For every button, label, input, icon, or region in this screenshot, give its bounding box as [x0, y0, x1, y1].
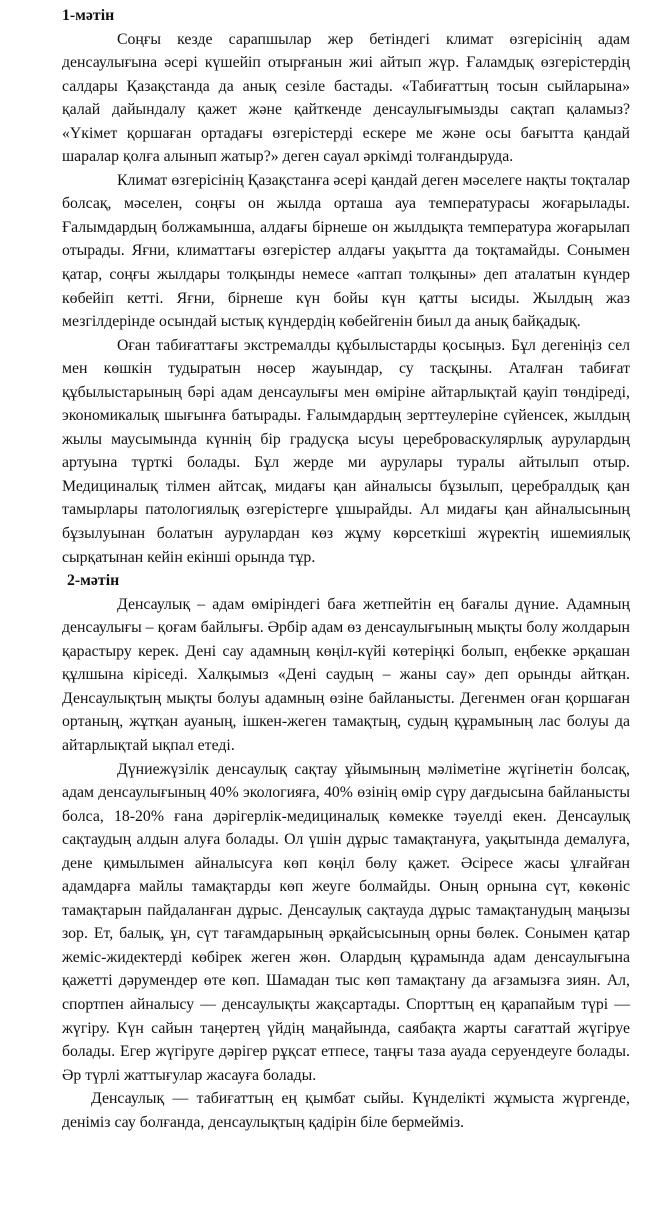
text-2-paragraph-2: Дүниежүзілік денсаулық сақтау ұйымының мәліметіне жүгінетін болсақ, адам денсаулығының 40% экологияға, 40% өзінің өмір сүру дағдысына байланысты болса, 18-20% ғана дәрігерлік-медициналық көмекке тәуелді екен. Денсаулық сақтаудың алдын алуға болады. Ол үшін дұрыс тамақтануға, уақытында демалуға, дене қимылымен айналысуға көп көңіл бөлу қажет. Әсіресе жасы ұлғайған адамдарға майлы тамақтарды көп жеуге болмайды. Оның орнына сүт, көкөніс тамақтарын пайдаланған дұрыс. Денсаулық сақтауда дұрыс тамақтанудың маңызы зор. Ет, балық, ұн, сүт тағамдарының әрқайсысының орны бөлек. Сонымен қатар жеміс-жидектерді көбірек жеген жөн. Олардың құрамында адам денсаулығына қажетті дәрумендер өте көп. Шамадан тыс көп тамақтану да ағзамызға зиян. Ал, спортпен айналысу — денсаулықты жақсартады. Спорттың ең қарапайым түрі — жүгіру. Күн сайын таңертең үйдің маңайында, саябақта жарты сағаттай жүгіруе болады. Егер жүгіруге дәрігер рұқсат етпесе, таңғы таза ауада серуендеуге болады. Әр түрлі жаттығулар жасауға болады.	[62, 760, 630, 1084]
text-1-paragraph-1: Соңғы кезде сарапшылар жер бетіндегі климат өзгерісінің адам денсаулығына әсері күшейіп отырғанын жиі айтып жүр. Ғаламдық өзгерістердің салдары Қазақстанда да анық сезіле бастады. «Табиғаттың тосын сыйларына» қалай дайындалу қажет және қайткенде денсаулығымызды сақтап қаламыз? «Үкімет қоршаған ортадағы өзгерістерді ескере ме және осы бағытта қандай шаралар қолға алынып жатыр?» деген сауал әркімді толғандыруда.	[62, 30, 630, 166]
text-1-heading: 1-мәтін	[62, 7, 115, 24]
text-1-paragraph-2: Климат өзгерісінің Қазақстанға әсері қандай деген мәселеге нақты тоқталар болсақ, мәселен, соңғы он жылда орташа ауа температурасы жоғарылады. Ғалымдардың болжамынша, алдағы бірнеше он жылдықта температура жоғарылап отырады. Яғни, климаттағы өзгерістер алдағы уақытта да тоқтамайды. Сонымен қатар, соңғы жылдары толқынды немесе «аптап толқыны» деп аталатын күндер көбейіп кетті. Яғни, бірнеше күн бойы күн қатты ысиды. Жылдың жаз мезгілдерінде осындай ыстық күндердің көбейгенін биыл да анық байқадық.	[62, 171, 630, 331]
text-1-paragraph-3: Оған табиғаттағы экстремалды құбылыстарды қосыңыз. Бұл дегеніңіз сел мен көшкін тудыратын нөсер жауындар, су тасқыны. Аталған табиғат құбылыстарының бәрі адам денсаулығы мен өміріне айтарлықтай қауіп төндіреді, экономикалық шығынға батырады. Ғалымдардың зерттеулеріне сүйенсек, жылдың жылы маусымында күннің бір градусқа ысуы цереброваскулярлық аурулардың артуына түрткі болады. Бұл жерде ми аурулары туралы айтылып отыр. Медициналық тілмен айтсақ, мидағы қан айналысы бұзылып, церебралдық қан тамырлары патологиялық өзгерістерге ұшырайды. Ал мидағы қан айналысының бұзылуынан болатын аурулардан көз жұму көрсеткіші жүректің ишемиялық сырқатынан кейін екінші орында тұр.	[62, 336, 630, 566]
text-2-paragraph-1: Денсаулық – адам өміріндегі баға жетпейтін ең бағалы дүние. Адамның денсаулығы – қоғам байлығы. Әрбір адам өз денсаулығының мықты болу жолдарын қарастыру керек. Дені сау адамның көңіл-күйі көтеріңкі болып, еңбекке әрқашан құлшына кіріседі. Халқымыз «Дені саудың – жаны сау» деп орынды айтқан. Денсаулықтың мықты болуы адамның өзіне байланысты. Дегенмен оған қоршаған ортаның, жұтқан ауаның, ішкен-жеген тамақтың, судың құрамының лас болуы да айтарлықтай ықпал етеді.	[62, 595, 630, 754]
text-2-paragraph-3: Денсаулық — табиғаттың ең қымбат сыйы. Күнделікті жұмыста жүргенде, деніміз сау болғанда, денсаулықтың қадірін біле бермейміз.	[62, 1090, 630, 1131]
text-2-heading: 2-мәтін	[67, 572, 120, 590]
